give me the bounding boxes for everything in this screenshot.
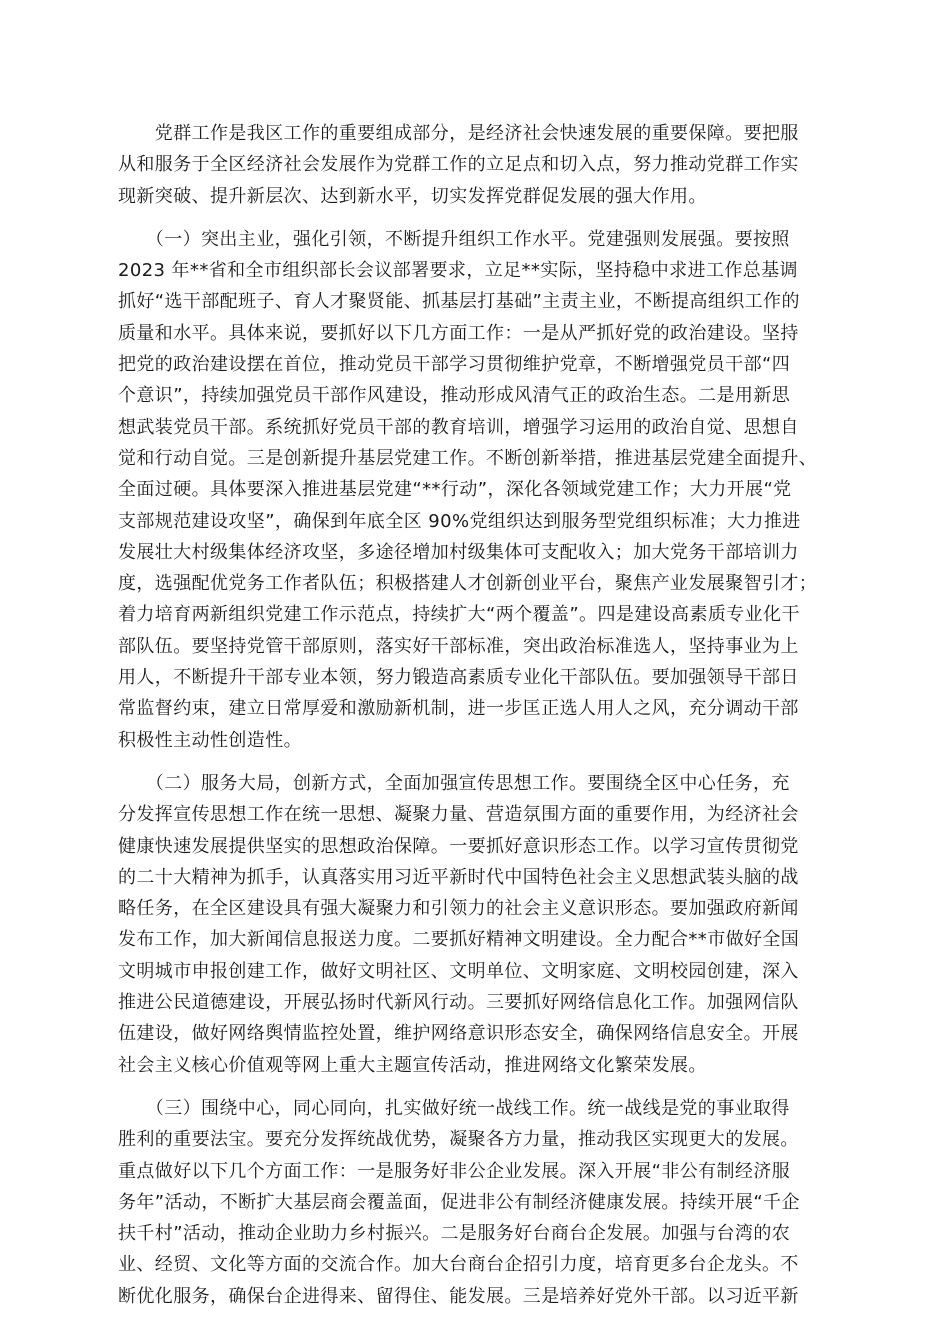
- text-line: 业、经贸、文化等方面的交流合作。加大台商台企招引力度，培育更多台企龙头。不: [118, 1254, 799, 1276]
- document-page: [118, 118, 848, 1312]
- text-line: 2023 年**省和全市组织部长会议部署要求，立足**实际，坚持稳中求进工作总基调: [118, 260, 798, 282]
- text-line: 个意识”，持续加强党员干部作风建设，推动形成风清气正的政治生态。二是用新思: [118, 385, 791, 407]
- text-line: （三）围绕中心，同心同向，扎实做好统一战线工作。统一战线是党的事业取得: [118, 1097, 790, 1119]
- text-line: 发展壮大村级集体经济攻坚，多途径增加村级集体可支配收入；加大党务干部培训力: [118, 541, 799, 563]
- text-line: 断优化服务，确保台企进得来、留得住、能发展。三是培养好党外干部。以习近平新: [118, 1285, 799, 1307]
- text-line: 重点做好以下几个方面工作：一是服务好非公企业发展。深入开展“非公有制经济服: [118, 1160, 791, 1182]
- paragraph-gap: [118, 756, 848, 768]
- text-line: 支部规范建设攻坚”，确保到年底全区 90%党组织达到服务型党组织标准；大力推进: [118, 510, 801, 532]
- text-line: 胜利的重要法宝。要充分发挥统战优势，凝聚各方力量，推动我区实现更大的发展。: [118, 1129, 799, 1151]
- paragraph-section-1: [118, 224, 848, 756]
- text-line: 常监督约束，建立日常厚爱和激励新机制，进一步匡正选人用人之风，充分调动干部: [118, 698, 799, 720]
- text-line: 发布工作，加大新闻信息报送力度。二要抓好精神文明建设。全力配合**市做好全国: [118, 929, 800, 951]
- paragraph-section-3: [118, 1093, 848, 1312]
- text-line: 积极性主动性创造性。: [118, 729, 302, 751]
- text-line: 想武装党员干部。系统抓好党员干部的教育培训，增强学习运用的政治自觉、思想自: [118, 416, 799, 438]
- text-line: 的二十大精神为抓手，认真落实用习近平新时代中国特色社会主义思想武装头脑的战: [118, 866, 799, 888]
- text-line: 扶千村”活动，推动企业助力乡村振兴。二是服务好台商台企发展。加强与台湾的农: [118, 1223, 791, 1245]
- text-line: 健康快速发展提供坚实的思想政治保障。一要抓好意识形态工作。以学习宣传贯彻党: [118, 835, 799, 857]
- text-line: 着力培育两新组织党建工作示范点，持续扩大“两个覆盖”。四是建设高素质专业化干: [118, 604, 800, 626]
- text-line: 党群工作是我区工作的重要组成部分，是经济社会快速发展的重要保障。要把服: [118, 123, 799, 144]
- text-line: 抓好“选干部配班子、育人才聚贤能、抓基层打基础”主责主业，不断提高组织工作的: [118, 291, 800, 313]
- text-line: 务年”活动，不断扩大基层商会覆盖面，促进非公有制经济健康发展。持续开展“千企: [118, 1191, 800, 1213]
- text-line: 社会主义核心价值观等网上重大主题宣传活动，推进网络文化繁荣发展。: [118, 1054, 707, 1076]
- text-line: 用人，不断提升干部专业本领，努力锻造高素质专业化干部队伍。要加强领导干部日: [118, 667, 799, 689]
- text-line: 分发挥宣传思想工作在统一思想、凝聚力量、营造氛围方面的重要作用，为经济社会: [118, 804, 799, 826]
- text-line: 推进公民道德建设，开展弘扬时代新风行动。三要抓好网络信息化工作。加强网信队: [118, 992, 799, 1014]
- paragraph-section-2: [118, 768, 848, 1081]
- text-line: 质量和水平。具体来说，要抓好以下几方面工作：一是从严抓好党的政治建设。坚持: [118, 322, 799, 344]
- text-line: 全面过硬。具体要深入推进基层党建“**行动”，深化各领域党建工作；大力开展“党: [118, 479, 792, 501]
- text-line: 觉和行动自觉。三是创新提升基层党建工作。不断创新举措，推进基层党建全面提升、: [118, 447, 818, 469]
- text-line: 略任务，在全区建设具有强大凝聚力和引领力的社会主义意识形态。要加强政府新闻: [118, 898, 799, 920]
- text-line: （一）突出主业，强化引领，不断提升组织工作水平。党建强则发展强。要按照: [118, 228, 790, 250]
- text-line: 度，选强配优党务工作者队伍；积极搭建人才创新创业平台，聚焦产业发展聚智引才；: [118, 573, 818, 595]
- text-line: 文明城市申报创建工作，做好文明社区、文明单位、文明家庭、文明校园创建，深入: [118, 960, 799, 982]
- text-line: 从和服务于全区经济社会发展作为党群工作的立足点和切入点，努力推动党群工作实: [118, 154, 799, 176]
- paragraph-gap: [118, 1081, 848, 1093]
- text-line: 把党的政治建设摆在首位，推动党员干部学习贯彻维护党章，不断增强党员干部“四: [118, 354, 791, 376]
- text-line: 部队伍。要坚持党管干部原则，落实好干部标准，突出政治标准选人，坚持事业为上: [118, 635, 799, 657]
- text-line: 伍建设，做好网络舆情监控处置，维护网络意识形态安全，确保网络信息安全。开展: [118, 1023, 799, 1045]
- text-line: （二）服务大局，创新方式，全面加强宣传思想工作。要围绕全区中心任务，充: [118, 772, 790, 794]
- paragraph-gap: [118, 212, 848, 224]
- text-line: 现新突破、提升新层次、达到新水平，切实发挥党群促发展的强大作用。: [118, 185, 707, 207]
- paragraph-intro: [118, 118, 848, 212]
